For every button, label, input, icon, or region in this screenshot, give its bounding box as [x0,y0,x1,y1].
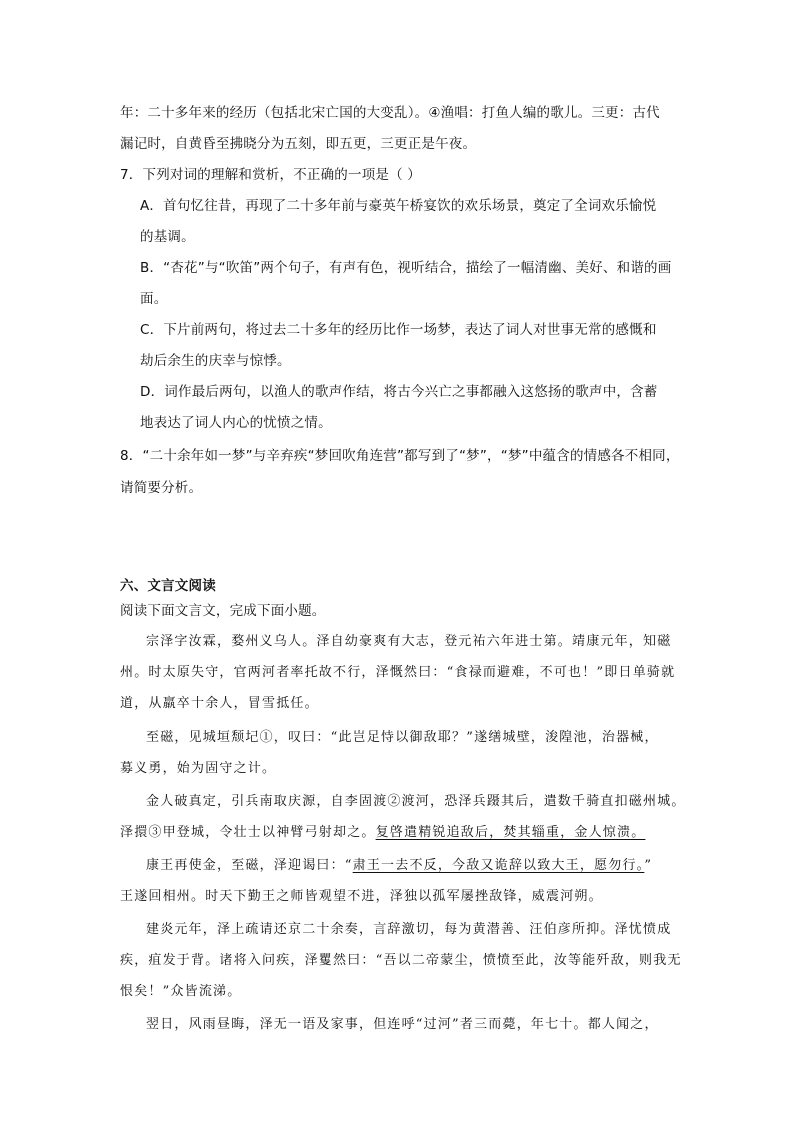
question-8-line-1: 8．“二十余年如一梦”与辛弃疾“梦回吹角连营”都写到了“梦”，“梦”中蕴含的情感各不相同， [120,448,680,464]
passage-p3-line-1: 金人破真定，引兵南取庆源，自李固渡②渡河，恐泽兵蹑其后，遣数千骑直扣磁州城。 [146,794,686,809]
passage-p4-line-2: 王遂回相州。时天下勤王之师皆观望不进，泽独以孤军屡挫敌锋，威震河朔。 [120,889,603,904]
question-8-line-2: 请简要分析。 [120,480,203,496]
option-b-line-1: B．“杏花”与“吹笛”两个句子，有声有色，视听结合，描绘了一幅清幽、美好、和谐的画 [140,260,672,276]
option-b-line-2: 面。 [140,291,168,307]
passage-p1-line-3: 道，从羸卒十余人，冒雪抵任。 [120,696,319,711]
note-line-2: 漏记时，自黄昏至拂晓分为五刻，即五更，三更正是午夜。 [120,136,477,152]
option-c-line-1: C．下片前两句，将过去二十多年的经历比作一场梦，表达了词人对世事无常的感慨和 [140,322,657,338]
passage-p4-line-1 [146,856,652,876]
option-a-line-1: A．首句忆往昔，再现了二十多年前与豪英午桥宴饮的欢乐场景，奠定了全词欢乐愉悦 [140,198,657,214]
passage-p5-line-3: 恨矣！”众皆流涕。 [120,984,242,999]
option-c-line-2: 劫后余生的庆幸与惊悸。 [140,353,291,369]
passage-p4-line-1-end: ” [644,858,653,873]
passage-p2-line-1: 至磁，见城垣颓圮①，叹曰：“此岂足恃以御敌耶？”遂缮城壁，浚隍池，治器械， [146,730,659,745]
passage-p3-line-2-plain: 泽擐③甲登城，令壮士以神臂弓射却之。 [120,825,376,840]
passage-p1-line-2: 州。时太原失守，官两河者率托故不行，泽慨然曰：“食禄而避难，不可也！”即日单骑就 [120,665,676,680]
passage-p3-line-2 [120,823,645,843]
option-d-line-1: D．词作最后两句，以渔人的歌声作结，将古今兴亡之事都融入这悠扬的歌声中，含蓄 [140,384,658,400]
option-a-line-2: 的基调。 [140,229,195,245]
underlined-sentence-2: 肃王一去不反，今敌又诡辞以致大王，愿勿行。 [352,858,645,873]
passage-p5-line-2: 疾，疽发于背。诸将入问疾，泽矍然曰：“吾以二帝蒙尘，愤愤至此，汝等能歼敌，则我无 [120,953,682,968]
underlined-sentence-1: 复啓遣精锐追敌后，焚其辎重，金人惊溃。 [375,825,646,840]
passage-p4-line-1-start: 康王再使金，至磁，泽迎谒曰：“ [146,858,353,873]
section-6-instruction: 阅读下面文言文，完成下面小题。 [120,603,326,619]
option-d-line-2: 地表达了词人内心的忧愤之情。 [140,415,332,431]
section-6-heading: 六、文言文阅读 [120,578,216,594]
question-7-stem: 7．下列对词的理解和赏析，不正确的一项是（ ） [120,167,421,183]
passage-p5-line-1: 建炎元年，泽上疏请还京二十余奏，言辞激切，每为黄潜善、汪伯彦所抑。泽忧愤成 [146,922,672,937]
note-line-1: 年：二十多年来的经历（包括北宋亡国的大变乱）。④渔唱：打鱼人编的歌儿。三更：古代 [120,105,660,121]
passage-p6-line-1: 翌日，风雨昼晦，泽无一语及家事，但连呼“过河”者三而薨，年七十。都人闻之， [146,1017,659,1032]
passage-p1-line-1: 宗泽字汝霖，婺州义乌人。泽自幼豪爽有大志，登元祐六年进士第。靖康元年，知磁 [146,634,672,649]
passage-p2-line-2: 募义勇，始为固守之计。 [120,761,277,776]
